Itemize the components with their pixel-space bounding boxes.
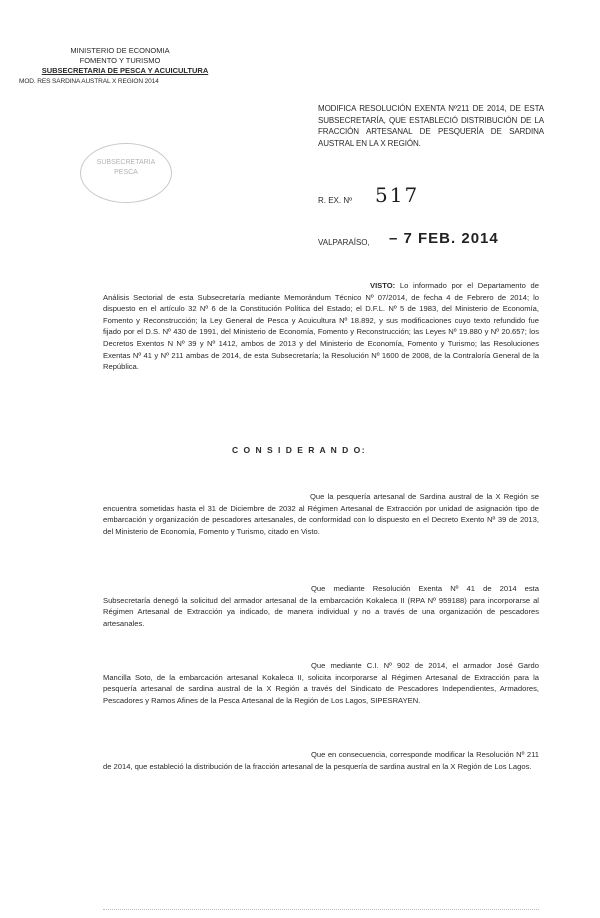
considerando-item: [103, 749, 539, 772]
visto-paragraph: [103, 280, 539, 373]
page-footer-rule: [103, 909, 539, 910]
place: VALPARAÍSO,: [318, 238, 370, 247]
considerando-heading: C O N S I D E R A N D O:: [232, 445, 367, 455]
resolution-title: MODIFICA RESOLUCIÓN EXENTA Nº211 DE 2014, DE ESTA SUBSECRETARÍA, QUE ESTABLECIÓ DISTRIBUCIÓN DE LA FRACCIÓN ARTESANAL DE PESQUERÍA DE SARDINA AUSTRAL EN LA X REGIÓN.: [318, 104, 544, 148]
stamp-line-2: PESCA: [114, 169, 138, 176]
stamp-line-1: SUBSECRETARIA: [96, 159, 156, 166]
subsecretaria-name: SUBSECRETARIA DE PESCA Y ACUICULTURA: [41, 66, 209, 75]
resolution-number: 517: [375, 183, 420, 207]
considerando-item: [103, 583, 539, 629]
ministry-name: MINISTERIO DE ECONOMIA: [70, 46, 170, 55]
resolution-date: – 7 FEB. 2014: [389, 230, 499, 247]
considerando-text-3: Que mediante C.I. Nº 902 de 2014, el armador José Gardo Mancilla Soto, de la embarcación artesanal Kokaleca II, solicita incorporarse al Régimen Artesanal de Extracción para la pesquería artesanal de sardina austral de la X Región a través del Sindicato de Pescadores Independientes, Armadores, Pescadores y Ramos Afines de la Pesca Artesanal de la Región de Los Lagos, SIPESRAYEN.: [103, 661, 539, 705]
considerando-text-4: Que en consecuencia, corresponde modificar la Resolución Nº 211 de 2014, que estableció la distribución de la fracción artesanal de la pesquería de sardina austral en la X Región de Los Lagos.: [103, 750, 539, 771]
considerando-text-1: Que la pesquería artesanal de Sardina austral de la X Región se encuentra sometidas hasta el 31 de Diciembre de 2032 al Régimen Artesanal de Extracción por unidad de asignación tipo de embarcación y organización de pescadores artesanales, de conformidad con lo dispuesto en el Decreto Exento Nº 39 de 2013, del Ministerio de Economía, Fomento y Turismo, citado en Visto.: [103, 492, 539, 536]
considerando-item: [103, 491, 539, 537]
considerando-text-2: Que mediante Resolución Exenta Nº 41 de 2014 esta Subsecretaría denegó la solicitud del armador artesanal de la embarcación Kokaleca II (RPA Nº 959188) para incorporarse al Régimen Artesanal de Extracción ya indicado, de manera individual y no a través de una organización de pescadores artesanales.: [103, 584, 539, 628]
resolution-number-label: R. EX. Nº: [318, 196, 353, 205]
ministry-subtitle: FOMENTO Y TURISMO: [79, 56, 161, 65]
document-code: MOD. RES SARDINA AUSTRAL X REGION 2014: [19, 78, 159, 85]
visto-label: VISTO:: [370, 281, 396, 290]
considerando-item: [103, 660, 539, 706]
official-stamp: [80, 143, 172, 203]
visto-text: Lo informado por el Departamento de Análisis Sectorial de esta Subsecretaría mediante Memorándum Técnico Nº 07/2014, de fecha 4 de Febrero de 2014; lo dispuesto en el artículo 32 Nº 6 de la Constitución Política del Estado; el D.F.L. Nº 5 de 1983, del Ministerio de Economía, Fomento y Reconstrucción; la Ley General de Pesca y Acuicultura Nº 18.892, y sus modificaciones cuyo texto refundido fue fijado por el D.S. Nº 430 de 1991, del Ministerio de Economía, Fomento y Reconstrucción; las Leyes Nº 19.880 y Nº 20.657; los Decretos Exentos N Nº 39 y Nº 1412, ambos de 2013 y del Ministerio de Economía, Fomento y Turismo; las Resoluciones Exentas Nº 41 y Nº 211 ambas de 2014, de esta Subsecretaría; la Resolución Nº 1600 de 2008, de la Contraloría General de la República.: [103, 281, 539, 372]
